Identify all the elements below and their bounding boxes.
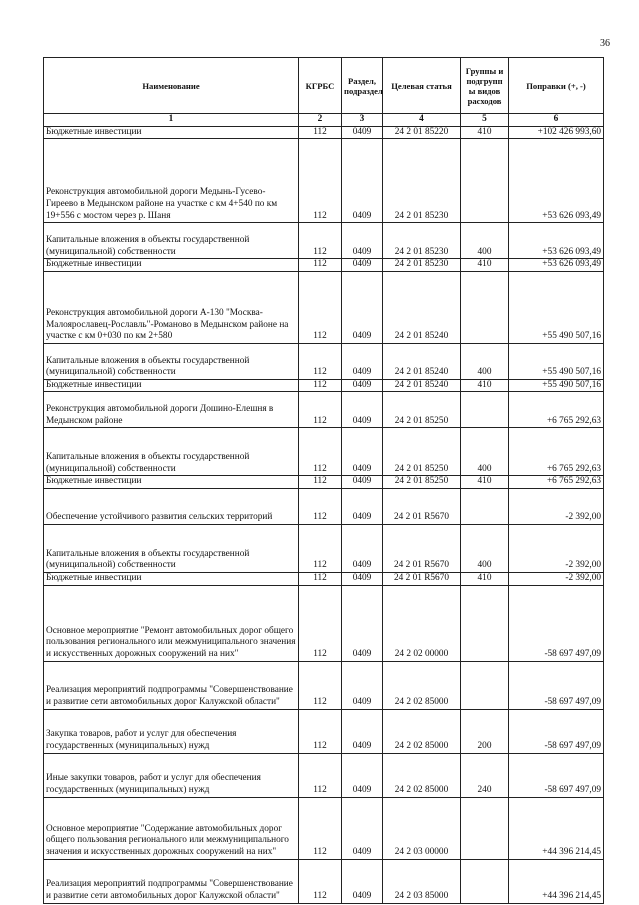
- table-row: [44, 797, 604, 859]
- table-row: [44, 476, 604, 489]
- cell-name: Реконструкция автомобильной дороги А-130 "Москва-Малоярославец-Рославль"-Романово в Медынском районе на участке с км 0+030 по км 2+580: [44, 271, 299, 343]
- cell-amount: -58 697 497,09: [509, 753, 604, 797]
- cell-section: 0409: [342, 488, 383, 524]
- cell-amount: +102 426 993,60: [509, 126, 604, 139]
- cell-group: [461, 271, 509, 343]
- col-number: 5: [461, 114, 509, 127]
- cell-target: 24 2 02 85000: [383, 753, 461, 797]
- table-row: [44, 661, 604, 709]
- col-number: 3: [342, 114, 383, 127]
- cell-section: 0409: [342, 859, 383, 903]
- cell-name: Капитальные вложения в объекты государственной (муниципальной) собственности: [44, 428, 299, 476]
- cell-amount: -2 392,00: [509, 488, 604, 524]
- cell-group: [461, 392, 509, 428]
- col-number: 6: [509, 114, 604, 127]
- cell-group: 410: [461, 126, 509, 139]
- cell-section: 0409: [342, 392, 383, 428]
- cell-kgrbs: 112: [299, 661, 342, 709]
- cell-kgrbs: 112: [299, 139, 342, 223]
- cell-kgrbs: 112: [299, 223, 342, 259]
- table-row: [44, 709, 604, 753]
- cell-amount: +6 765 292,63: [509, 392, 604, 428]
- cell-name: Обеспечение устойчивого развития сельских территорий: [44, 488, 299, 524]
- cell-section: 0409: [342, 753, 383, 797]
- header-groups: Группы и подгрупп ы видов расходов: [461, 58, 509, 114]
- col-number: 2: [299, 114, 342, 127]
- cell-amount: +44 396 214,45: [509, 797, 604, 859]
- cell-group: [461, 585, 509, 661]
- cell-amount: +53 626 093,49: [509, 139, 604, 223]
- cell-target: 24 2 02 00000: [383, 585, 461, 661]
- cell-group: 240: [461, 753, 509, 797]
- cell-kgrbs: 112: [299, 476, 342, 489]
- cell-section: 0409: [342, 126, 383, 139]
- cell-name: Бюджетные инвестиции: [44, 379, 299, 392]
- header-kgrbs: КГРБС: [299, 58, 342, 114]
- cell-section: 0409: [342, 223, 383, 259]
- cell-kgrbs: 112: [299, 488, 342, 524]
- table-row: [44, 379, 604, 392]
- cell-amount: +53 626 093,49: [509, 259, 604, 272]
- cell-name: Капитальные вложения в объекты государственной (муниципальной) собственности: [44, 524, 299, 572]
- cell-kgrbs: 112: [299, 126, 342, 139]
- cell-section: 0409: [342, 524, 383, 572]
- table-row: [44, 392, 604, 428]
- cell-amount: +55 490 507,16: [509, 343, 604, 379]
- cell-group: 410: [461, 379, 509, 392]
- cell-name: Реализация мероприятий подпрограммы "Совершенствование и развитие сети автомобильных дорог Калужской области": [44, 661, 299, 709]
- cell-target: 24 2 02 85000: [383, 661, 461, 709]
- cell-group: 410: [461, 572, 509, 585]
- table-row: [44, 524, 604, 572]
- header-section: Раздел, подраздел: [342, 58, 383, 114]
- cell-target: 24 2 01 R5670: [383, 488, 461, 524]
- cell-kgrbs: 112: [299, 797, 342, 859]
- cell-name: Реконструкция автомобильной дороги Дошино-Елешня в Медынском районе: [44, 392, 299, 428]
- table-row: [44, 585, 604, 661]
- cell-section: 0409: [342, 428, 383, 476]
- cell-group: [461, 139, 509, 223]
- cell-target: 24 2 01 85240: [383, 271, 461, 343]
- cell-kgrbs: 112: [299, 709, 342, 753]
- cell-amount: +55 490 507,16: [509, 379, 604, 392]
- cell-target: 24 2 01 85240: [383, 379, 461, 392]
- header-row: [44, 58, 604, 114]
- cell-section: 0409: [342, 259, 383, 272]
- cell-name: Реализация мероприятий подпрограммы "Совершенствование и развитие сети автомобильных дорог Калужской области": [44, 859, 299, 903]
- header-target: Целевая статья: [383, 58, 461, 114]
- cell-amount: -2 392,00: [509, 524, 604, 572]
- table-row: [44, 259, 604, 272]
- table-row: [44, 859, 604, 903]
- table-row: [44, 223, 604, 259]
- cell-section: 0409: [342, 709, 383, 753]
- cell-target: 24 2 01 85220: [383, 126, 461, 139]
- cell-group: 400: [461, 223, 509, 259]
- table-row: [44, 271, 604, 343]
- cell-kgrbs: 112: [299, 572, 342, 585]
- cell-name: Реконструкция автомобильной дороги Медынь-Гусево-Гиреево в Медынском районе на участке с км 4+540 по км 19+556 с мостом через р. Шаня: [44, 139, 299, 223]
- cell-target: 24 2 01 85250: [383, 428, 461, 476]
- cell-amount: +6 765 292,63: [509, 476, 604, 489]
- cell-name: Бюджетные инвестиции: [44, 476, 299, 489]
- budget-amendments-table: [43, 57, 604, 904]
- cell-kgrbs: 112: [299, 859, 342, 903]
- cell-section: 0409: [342, 585, 383, 661]
- cell-kgrbs: 112: [299, 753, 342, 797]
- cell-section: 0409: [342, 271, 383, 343]
- cell-name: Иные закупки товаров, работ и услуг для обеспечения государственных (муниципальных) нужд: [44, 753, 299, 797]
- cell-section: 0409: [342, 476, 383, 489]
- cell-group: 410: [461, 476, 509, 489]
- header-name: Наименование: [44, 58, 299, 114]
- cell-group: [461, 661, 509, 709]
- table-row: [44, 488, 604, 524]
- cell-target: 24 2 02 85000: [383, 709, 461, 753]
- table-row: [44, 572, 604, 585]
- page-number: 36: [600, 38, 610, 49]
- cell-target: 24 2 01 85240: [383, 343, 461, 379]
- cell-amount: +44 396 214,45: [509, 859, 604, 903]
- table-row: [44, 126, 604, 139]
- cell-group: 410: [461, 259, 509, 272]
- cell-amount: -58 697 497,09: [509, 661, 604, 709]
- cell-target: 24 2 01 R5670: [383, 572, 461, 585]
- header-amendments: Поправки (+, -): [509, 58, 604, 114]
- cell-name: Капитальные вложения в объекты государственной (муниципальной) собственности: [44, 343, 299, 379]
- cell-target: 24 2 03 85000: [383, 859, 461, 903]
- table-row: [44, 343, 604, 379]
- cell-name: Капитальные вложения в объекты государственной (муниципальной) собственности: [44, 223, 299, 259]
- cell-section: 0409: [342, 379, 383, 392]
- cell-kgrbs: 112: [299, 379, 342, 392]
- cell-section: 0409: [342, 661, 383, 709]
- col-number: 4: [383, 114, 461, 127]
- cell-section: 0409: [342, 797, 383, 859]
- cell-kgrbs: 112: [299, 585, 342, 661]
- table-row: [44, 753, 604, 797]
- cell-amount: -58 697 497,09: [509, 585, 604, 661]
- cell-name: Основное мероприятие "Содержание автомобильных дорог общего пользования регионального или межмуниципального значения и искусственных дорожных сооружений на них": [44, 797, 299, 859]
- cell-kgrbs: 112: [299, 343, 342, 379]
- cell-section: 0409: [342, 572, 383, 585]
- cell-group: [461, 488, 509, 524]
- cell-name: Бюджетные инвестиции: [44, 126, 299, 139]
- cell-amount: -58 697 497,09: [509, 709, 604, 753]
- cell-target: 24 2 01 85250: [383, 476, 461, 489]
- cell-group: [461, 859, 509, 903]
- cell-target: 24 2 01 85230: [383, 139, 461, 223]
- cell-amount: -2 392,00: [509, 572, 604, 585]
- cell-section: 0409: [342, 343, 383, 379]
- cell-group: [461, 797, 509, 859]
- cell-group: 400: [461, 524, 509, 572]
- cell-group: 400: [461, 428, 509, 476]
- cell-target: 24 2 01 R5670: [383, 524, 461, 572]
- table-row: [44, 139, 604, 223]
- cell-name: Основное мероприятие "Ремонт автомобильных дорог общего пользования регионального или межмуниципального значения и искусственных дорожных сооружений на них": [44, 585, 299, 661]
- cell-name: Бюджетные инвестиции: [44, 259, 299, 272]
- cell-kgrbs: 112: [299, 271, 342, 343]
- cell-kgrbs: 112: [299, 259, 342, 272]
- cell-section: 0409: [342, 139, 383, 223]
- table-row: [44, 428, 604, 476]
- col-number: 1: [44, 114, 299, 127]
- cell-group: 200: [461, 709, 509, 753]
- cell-target: 24 2 01 85230: [383, 259, 461, 272]
- cell-target: 24 2 01 85250: [383, 392, 461, 428]
- cell-amount: +6 765 292,63: [509, 428, 604, 476]
- cell-amount: +53 626 093,49: [509, 223, 604, 259]
- cell-kgrbs: 112: [299, 524, 342, 572]
- cell-name: Закупка товаров, работ и услуг для обеспечения государственных (муниципальных) нужд: [44, 709, 299, 753]
- cell-group: 400: [461, 343, 509, 379]
- cell-name: Бюджетные инвестиции: [44, 572, 299, 585]
- cell-kgrbs: 112: [299, 428, 342, 476]
- cell-kgrbs: 112: [299, 392, 342, 428]
- column-number-row: [44, 114, 604, 127]
- cell-target: 24 2 03 00000: [383, 797, 461, 859]
- cell-target: 24 2 01 85230: [383, 223, 461, 259]
- cell-amount: +55 490 507,16: [509, 271, 604, 343]
- table-body: [44, 126, 604, 903]
